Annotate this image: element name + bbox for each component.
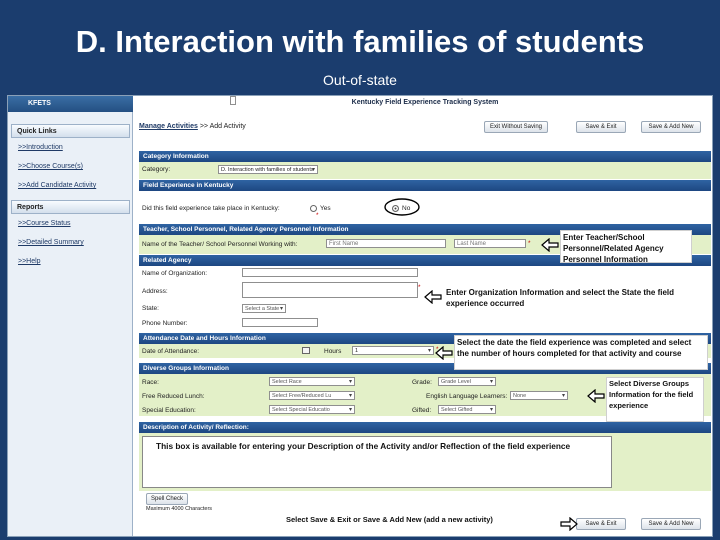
kentucky-question: Did this field experience take place in Kentucky: xyxy=(142,205,280,212)
grade-label: Grade: xyxy=(412,379,432,386)
phone-input[interactable] xyxy=(242,318,318,327)
hours-required-mark: * xyxy=(436,346,439,353)
date-callout: Select the date the field experience was completed and select the number of hours completed for that activity and course xyxy=(454,335,708,370)
diverse-callout: Select Diverse Groups Information for the field experience xyxy=(606,377,704,422)
category-select[interactable]: D. Interaction with families of students ▾ xyxy=(218,165,318,174)
organization-callout: Enter Organization Information and select the State the field experience occurred xyxy=(444,286,712,310)
lunch-select[interactable]: Select Free/Reduced Lu ▾ xyxy=(269,391,355,400)
organization-input[interactable] xyxy=(242,268,418,277)
sidebar-item-help[interactable]: >>Help xyxy=(18,258,41,265)
breadcrumb-manage-activities[interactable]: Manage Activities xyxy=(139,123,198,130)
category-section-header: Category Information xyxy=(139,151,711,162)
main-form xyxy=(136,96,713,537)
reflection-callout: This box is available for entering your Description of the Activity and/or Reflection of the field experience xyxy=(156,441,571,451)
hours-label: Hours xyxy=(324,348,342,355)
breadcrumb xyxy=(139,123,246,130)
exit-without-saving-button[interactable]: Exit Without Saving xyxy=(484,121,548,133)
reflection-section-header: Description of Activity/ Reflection: xyxy=(139,422,711,433)
save-add-new-button[interactable]: Save & Add New xyxy=(641,121,701,133)
special-education-label: Special Education: xyxy=(142,407,196,414)
sidebar-item-add-candidate-activity[interactable]: >>Add Candidate Activity xyxy=(18,182,97,189)
organization-label: Name of Organization: xyxy=(142,270,208,277)
hours-select[interactable]: 1 ▾ xyxy=(352,346,434,355)
race-select[interactable]: Select Race ▾ xyxy=(269,377,355,386)
footer-save-exit-button[interactable]: Save & Exit xyxy=(576,518,626,530)
calendar-icon[interactable] xyxy=(302,347,310,354)
quick-links-header: Quick Links xyxy=(11,124,130,138)
organization-arrow-icon xyxy=(424,290,442,304)
grade-select[interactable]: Grade Level ▾ xyxy=(438,377,496,386)
address-input[interactable] xyxy=(242,282,418,298)
kentucky-required-mark: * xyxy=(316,212,319,219)
slide-subtitle: Out-of-state xyxy=(323,72,397,88)
attendance-section-header: Attendance Date and Hours Information xyxy=(139,333,711,344)
gifted-label: Gifted: xyxy=(412,407,432,414)
kentucky-yes-radio[interactable] xyxy=(310,205,317,212)
kentucky-section-header: Field Experience in Kentucky xyxy=(139,180,711,191)
diverse-arrow-icon xyxy=(587,389,605,403)
max-characters-note: Maximum 4000 Characters xyxy=(146,506,213,512)
address-label: Address: xyxy=(142,288,168,295)
attendance-date-input[interactable] xyxy=(230,96,236,105)
breadcrumb-separator: >> xyxy=(199,123,209,130)
diverse-section-header: Diverse Groups Information xyxy=(139,363,711,374)
sidebar-item-choose-courses[interactable]: >>Choose Course(s) xyxy=(18,163,83,170)
personnel-label: Name of the Teacher/ School Personnel Working with: xyxy=(142,241,298,248)
state-label: State: xyxy=(142,305,159,312)
footer-instruction: Select Save & Exit or Save & Add New (add a new activity) xyxy=(286,515,493,524)
sidebar-item-introduction[interactable]: >>Introduction xyxy=(18,144,63,151)
sidebar xyxy=(8,96,133,537)
phone-label: Phone Number: xyxy=(142,320,188,327)
reports-header: Reports xyxy=(11,200,130,214)
save-exit-button[interactable]: Save & Exit xyxy=(576,121,626,133)
date-arrow-icon xyxy=(435,346,453,360)
ell-label: English Language Learners: xyxy=(426,393,508,400)
no-highlight-circle xyxy=(383,197,421,217)
personnel-first-name-input[interactable]: First Name xyxy=(326,239,446,248)
app-screenshot xyxy=(7,95,713,537)
kentucky-yes-label: Yes xyxy=(320,205,331,212)
sidebar-brand: KFETS xyxy=(8,96,133,112)
personnel-section-header: Teacher, School Personnel, Related Agency Personnel Information xyxy=(139,224,711,235)
race-label: Race: xyxy=(142,379,159,386)
ell-select[interactable]: None ▾ xyxy=(510,391,568,400)
sidebar-item-detailed-summary[interactable]: >>Detailed Summary xyxy=(18,239,84,246)
slide-title: D. Interaction with families of students xyxy=(75,24,645,59)
footer-arrow-icon xyxy=(560,517,578,531)
agency-section-header: Related Agency xyxy=(139,255,711,266)
personnel-callout: Enter Teacher/School Personnel/Related Agency Personnel Information xyxy=(560,230,692,263)
gifted-select[interactable]: Select Gifted ▾ xyxy=(438,405,496,414)
state-select[interactable]: Select a State ▾ xyxy=(242,304,286,313)
personnel-last-name-input[interactable]: Last Name xyxy=(454,239,526,248)
personnel-required-mark: * xyxy=(528,240,531,247)
breadcrumb-current: Add Activity xyxy=(209,123,246,130)
address-required-mark: * xyxy=(418,284,421,291)
system-title: Kentucky Field Experience Tracking System xyxy=(351,99,499,106)
kentucky-no-label: No xyxy=(402,205,411,212)
spell-check-button[interactable]: Spell Check xyxy=(146,493,188,505)
category-label: Category: xyxy=(142,166,171,173)
sidebar-item-course-status[interactable]: >>Course Status xyxy=(18,220,71,227)
personnel-arrow-icon xyxy=(541,238,559,252)
footer-save-add-new-button[interactable]: Save & Add New xyxy=(641,518,701,530)
special-education-select[interactable]: Select Special Educatio ▾ xyxy=(269,405,355,414)
attendance-date-label: Date of Attendance: xyxy=(142,348,200,355)
lunch-label: Free Reduced Lunch: xyxy=(142,393,205,400)
